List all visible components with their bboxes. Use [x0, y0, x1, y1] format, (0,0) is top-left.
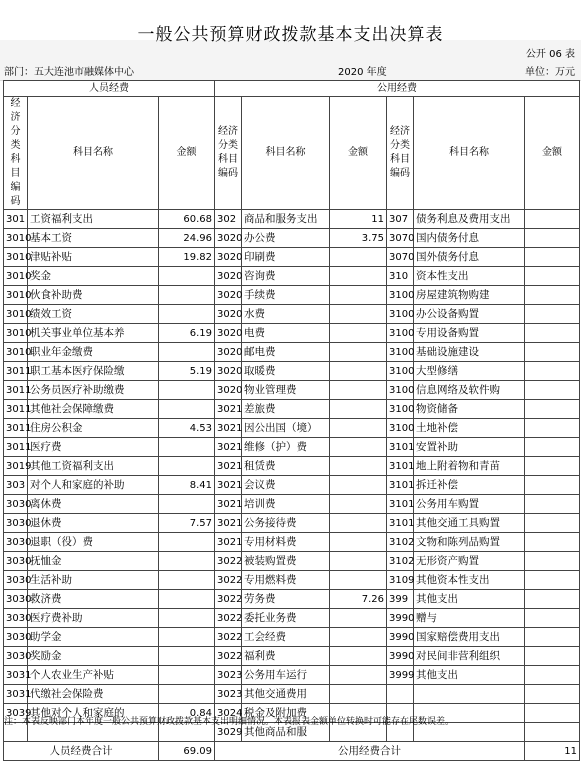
footnote: 注：本表反映部门本年度一般公共预算财政拨款基本支出明细情况。本表报表金额单位转换时可能存在尾数误差。 [4, 717, 455, 727]
row-amount [330, 628, 387, 647]
row-name: 其他支出 [414, 590, 525, 609]
row-code: 3102 [387, 533, 414, 552]
row-code: 3021 [215, 438, 242, 457]
table-body [4, 210, 580, 742]
row-amount [330, 438, 387, 457]
row-name: 其他资本性支出 [414, 571, 525, 590]
personnel-total-label: 人员经费合计 [4, 742, 159, 761]
row-amount [525, 590, 580, 609]
row-code: 3990 [387, 647, 414, 666]
row-code: 3010 [4, 267, 28, 286]
row-name: 生活补助 [28, 571, 159, 590]
row-code: 3019 [4, 457, 28, 476]
row-code: 3070 [387, 229, 414, 248]
table-row [4, 286, 580, 305]
row-name: 医疗费 [28, 438, 159, 457]
row-name: 水费 [242, 305, 330, 324]
row-name: 信息网络及软件购 [414, 381, 525, 400]
row-amount [525, 381, 580, 400]
row-code: 3020 [215, 286, 242, 305]
row-name: 物资储备 [414, 400, 525, 419]
page-title: 一般公共预算财政拨款基本支出决算表 [137, 25, 444, 45]
row-amount [159, 533, 215, 552]
row-name: 手续费 [242, 286, 330, 305]
row-code: 3100 [387, 419, 414, 438]
public-total-value: 11 [525, 742, 580, 761]
row-code: 3030 [4, 514, 28, 533]
row-code: 3011 [4, 438, 28, 457]
row-name: 其他商品和服 [242, 723, 330, 742]
row-code: 3022 [215, 647, 242, 666]
row-name: 国外债务付息 [414, 248, 525, 267]
row-code: 3990 [387, 609, 414, 628]
row-code: 3100 [387, 362, 414, 381]
row-code: 301 [4, 210, 28, 229]
row-code: 3022 [215, 590, 242, 609]
row-code: 3101 [387, 514, 414, 533]
row-amount [525, 210, 580, 229]
row-amount [330, 305, 387, 324]
row-code: 3011 [4, 400, 28, 419]
row-name: 其他社会保障缴费 [28, 400, 159, 419]
row-code: 3100 [387, 286, 414, 305]
row-name: 差旅费 [242, 400, 330, 419]
row-amount [159, 286, 215, 305]
table-row [4, 229, 580, 248]
row-amount [330, 457, 387, 476]
row-amount [525, 628, 580, 647]
row-amount: 11 [330, 210, 387, 229]
row-amount [159, 552, 215, 571]
row-name: 其他工资福利支出 [28, 457, 159, 476]
row-name: 福利费 [242, 647, 330, 666]
row-code: 3100 [387, 400, 414, 419]
row-code: 3020 [215, 305, 242, 324]
row-name: 其他交通工具购置 [414, 514, 525, 533]
row-code: 3020 [215, 324, 242, 343]
row-amount [159, 305, 215, 324]
row-amount [330, 533, 387, 552]
row-name: 代缴社会保险费 [28, 685, 159, 704]
public-group-header: 公用经费 [215, 81, 580, 97]
table-row [4, 400, 580, 419]
row-code: 3022 [215, 609, 242, 628]
table-row [4, 343, 580, 362]
row-amount [159, 609, 215, 628]
row-name: 拆迁补偿 [414, 476, 525, 495]
row-amount [525, 324, 580, 343]
row-amount [330, 495, 387, 514]
row-name: 助学金 [28, 628, 159, 647]
row-amount [525, 248, 580, 267]
row-code: 3021 [215, 419, 242, 438]
personnel-group-header: 人员经费 [4, 81, 215, 97]
name-header: 科目名称 [242, 97, 330, 210]
row-amount [330, 514, 387, 533]
row-code: 3030 [4, 628, 28, 647]
row-code: 3030 [4, 647, 28, 666]
row-amount [159, 647, 215, 666]
row-amount [330, 362, 387, 381]
table-row [4, 305, 580, 324]
row-amount [525, 495, 580, 514]
row-amount [330, 324, 387, 343]
row-amount [525, 286, 580, 305]
table-row [4, 552, 580, 571]
row-name: 物业管理费 [242, 381, 330, 400]
row-name: 对民间非营利组织 [414, 647, 525, 666]
table-row [4, 590, 580, 609]
row-code: 3022 [215, 628, 242, 647]
row-name: 绩效工资 [28, 305, 159, 324]
table-row [4, 267, 580, 286]
code-header: 经济分类科目编码 [215, 97, 242, 210]
row-name: 其他对个人和家庭的 [28, 704, 159, 723]
row-code: 3999 [387, 666, 414, 685]
row-code: 3023 [215, 666, 242, 685]
row-code: 3010 [4, 305, 28, 324]
expenditure-table [3, 80, 580, 761]
row-name: 取暖费 [242, 362, 330, 381]
row-name: 国内债务付息 [414, 229, 525, 248]
row-amount [525, 514, 580, 533]
row-amount [159, 267, 215, 286]
row-amount: 19.82 [159, 248, 215, 267]
row-name: 奖励金 [28, 647, 159, 666]
row-name: 抚恤金 [28, 552, 159, 571]
row-name: 租赁费 [242, 457, 330, 476]
row-amount [525, 343, 580, 362]
row-code: 3030 [4, 533, 28, 552]
row-code: 3030 [4, 495, 28, 514]
row-code: 3020 [215, 229, 242, 248]
row-amount [159, 400, 215, 419]
row-code: 3024 [215, 704, 242, 723]
row-name: 电费 [242, 324, 330, 343]
row-code: 3021 [215, 495, 242, 514]
row-code: 3021 [215, 400, 242, 419]
row-amount [525, 704, 580, 723]
row-amount [525, 533, 580, 552]
row-code: 3030 [4, 571, 28, 590]
row-amount [525, 267, 580, 286]
row-amount: 8.41 [159, 476, 215, 495]
row-code: 3020 [215, 362, 242, 381]
row-amount [159, 628, 215, 647]
row-amount [159, 571, 215, 590]
row-code: 3031 [4, 685, 28, 704]
row-code: 3021 [215, 533, 242, 552]
row-amount [330, 552, 387, 571]
row-name: 医疗费补助 [28, 609, 159, 628]
row-name: 培训费 [242, 495, 330, 514]
row-name: 奖金 [28, 267, 159, 286]
row-code: 399 [387, 590, 414, 609]
row-name: 专用材料费 [242, 533, 330, 552]
department-label: 部门：五大连池市融媒体中心 [4, 67, 134, 78]
row-amount: 60.68 [159, 210, 215, 229]
row-amount [159, 666, 215, 685]
name-header: 科目名称 [414, 97, 525, 210]
row-code: 3023 [215, 685, 242, 704]
row-name: 机关事业单位基本养 [28, 324, 159, 343]
row-name: 退休费 [28, 514, 159, 533]
row-code: 3101 [387, 438, 414, 457]
row-code: 3030 [4, 590, 28, 609]
row-name: 公务用车运行 [242, 666, 330, 685]
row-name: 伙食补助费 [28, 286, 159, 305]
row-amount [159, 457, 215, 476]
row-amount: 24.96 [159, 229, 215, 248]
fiscal-year: 2020 年度 [338, 67, 387, 78]
row-amount [525, 400, 580, 419]
row-code: 3010 [4, 324, 28, 343]
row-amount: 4.53 [159, 419, 215, 438]
row-code: 3101 [387, 476, 414, 495]
row-code: 3011 [4, 419, 28, 438]
public-total-label: 公用经费合计 [215, 742, 525, 761]
row-code: 3011 [4, 362, 28, 381]
row-code: 302 [215, 210, 242, 229]
row-amount [525, 229, 580, 248]
row-amount [330, 267, 387, 286]
table-row [4, 666, 580, 685]
row-name: 房屋建筑物购建 [414, 286, 525, 305]
row-code: 3029 [215, 723, 242, 742]
row-name: 税金及附加费 [242, 704, 330, 723]
row-amount [330, 647, 387, 666]
amount-header: 金额 [159, 97, 215, 210]
row-code: 3020 [215, 343, 242, 362]
row-amount [330, 419, 387, 438]
row-amount [525, 647, 580, 666]
row-name: 劳务费 [242, 590, 330, 609]
row-amount [159, 438, 215, 457]
row-name [414, 685, 525, 704]
row-amount [330, 381, 387, 400]
table-row [4, 248, 580, 267]
table-row [4, 210, 580, 229]
row-amount [159, 685, 215, 704]
row-amount: 6.19 [159, 324, 215, 343]
row-name: 退职（役）费 [28, 533, 159, 552]
row-amount [330, 609, 387, 628]
row-amount [330, 286, 387, 305]
row-name: 公务员医疗补助缴费 [28, 381, 159, 400]
row-amount: 5.19 [159, 362, 215, 381]
row-name: 公务用车购置 [414, 495, 525, 514]
row-code: 307 [387, 210, 414, 229]
row-name: 离休费 [28, 495, 159, 514]
row-amount [525, 666, 580, 685]
row-name: 津贴补贴 [28, 248, 159, 267]
row-code: 3039 [4, 704, 28, 723]
table-row [4, 419, 580, 438]
form-number: 公开 06 表 [525, 49, 575, 60]
row-code: 3101 [387, 457, 414, 476]
table-row [4, 514, 580, 533]
row-name: 委托业务费 [242, 609, 330, 628]
row-name: 大型修缮 [414, 362, 525, 381]
unit-label: 单位：万元 [525, 67, 575, 78]
row-code: 3022 [215, 552, 242, 571]
table-row [4, 533, 580, 552]
row-name: 住房公积金 [28, 419, 159, 438]
row-name: 维修（护）费 [242, 438, 330, 457]
row-name: 国家赔偿费用支出 [414, 628, 525, 647]
table-row [4, 362, 580, 381]
row-name: 救济费 [28, 590, 159, 609]
row-code: 3100 [387, 324, 414, 343]
row-amount [525, 552, 580, 571]
row-name: 安置补助 [414, 438, 525, 457]
row-code: 3109 [387, 571, 414, 590]
row-code: 3990 [387, 628, 414, 647]
amount-header: 金额 [525, 97, 580, 210]
row-code: 3011 [4, 381, 28, 400]
row-amount [525, 457, 580, 476]
amount-header: 金额 [330, 97, 387, 210]
table-row [4, 609, 580, 628]
table-row [4, 457, 580, 476]
row-amount [525, 438, 580, 457]
row-name: 办公费 [242, 229, 330, 248]
row-amount [159, 495, 215, 514]
row-amount [159, 343, 215, 362]
row-code: 3100 [387, 305, 414, 324]
table-row [4, 628, 580, 647]
row-amount [525, 571, 580, 590]
row-name: 专用燃料费 [242, 571, 330, 590]
name-header: 科目名称 [28, 97, 159, 210]
row-name: 工资福利支出 [28, 210, 159, 229]
row-name: 专用设备购置 [414, 324, 525, 343]
row-name: 对个人和家庭的补助 [28, 476, 159, 495]
table-row [4, 685, 580, 704]
row-code: 3031 [4, 666, 28, 685]
row-amount [330, 571, 387, 590]
row-name: 无形资产购置 [414, 552, 525, 571]
row-amount [525, 305, 580, 324]
row-code: 3030 [4, 609, 28, 628]
row-code: 3010 [4, 286, 28, 305]
row-name: 公务接待费 [242, 514, 330, 533]
row-name: 工会经费 [242, 628, 330, 647]
row-name: 办公设备购置 [414, 305, 525, 324]
table-row [4, 647, 580, 666]
row-name: 咨询费 [242, 267, 330, 286]
table-row [4, 324, 580, 343]
row-amount [330, 248, 387, 267]
row-name: 文物和陈列品购置 [414, 533, 525, 552]
row-name: 资本性支出 [414, 267, 525, 286]
row-name: 邮电费 [242, 343, 330, 362]
row-amount [330, 343, 387, 362]
row-amount [525, 362, 580, 381]
row-amount [525, 685, 580, 704]
row-name: 印刷费 [242, 248, 330, 267]
row-name: 土地补偿 [414, 419, 525, 438]
code-header: 经济分类科目编码 [4, 97, 28, 210]
row-name: 基础设施建设 [414, 343, 525, 362]
row-code: 3010 [4, 229, 28, 248]
row-code: 3101 [387, 495, 414, 514]
row-amount [525, 609, 580, 628]
row-name: 会议费 [242, 476, 330, 495]
row-code: 3021 [215, 457, 242, 476]
row-name: 其他支出 [414, 666, 525, 685]
row-code: 3100 [387, 343, 414, 362]
table-row [4, 476, 580, 495]
row-amount: 7.57 [159, 514, 215, 533]
row-name: 职业年金缴费 [28, 343, 159, 362]
row-code: 3070 [387, 248, 414, 267]
row-code [387, 685, 414, 704]
row-amount [330, 666, 387, 685]
row-code: 3010 [4, 343, 28, 362]
row-amount [330, 400, 387, 419]
row-name: 债务利息及费用支出 [414, 210, 525, 229]
table-row [4, 495, 580, 514]
row-name: 职工基本医疗保险缴 [28, 362, 159, 381]
row-amount [525, 723, 580, 742]
row-amount [525, 476, 580, 495]
row-code: 3020 [215, 248, 242, 267]
row-code: 3022 [215, 571, 242, 590]
row-amount [330, 476, 387, 495]
row-amount: 7.26 [330, 590, 387, 609]
code-header: 经济分类科目编码 [387, 97, 414, 210]
row-name: 被装购置费 [242, 552, 330, 571]
table-row [4, 571, 580, 590]
row-code: 310 [387, 267, 414, 286]
row-code: 3021 [215, 514, 242, 533]
row-amount [159, 381, 215, 400]
table-row [4, 438, 580, 457]
row-code: 3020 [215, 381, 242, 400]
row-amount [159, 590, 215, 609]
row-code: 3102 [387, 552, 414, 571]
row-code: 3030 [4, 552, 28, 571]
row-name: 赠与 [414, 609, 525, 628]
row-name: 基本工资 [28, 229, 159, 248]
row-code: 3021 [215, 476, 242, 495]
row-code: 3010 [4, 248, 28, 267]
row-code: 303 [4, 476, 28, 495]
row-name: 个人农业生产补贴 [28, 666, 159, 685]
row-amount [525, 419, 580, 438]
row-code: 3100 [387, 381, 414, 400]
table-row [4, 381, 580, 400]
row-name: 地上附着物和青苗 [414, 457, 525, 476]
row-amount: 0.84 [159, 704, 215, 723]
personnel-total-value: 69.09 [159, 742, 215, 761]
row-name: 商品和服务支出 [242, 210, 330, 229]
row-amount [330, 685, 387, 704]
row-code: 3020 [215, 267, 242, 286]
row-amount: 3.75 [330, 229, 387, 248]
row-name: 其他交通费用 [242, 685, 330, 704]
row-name: 因公出国（境） [242, 419, 330, 438]
